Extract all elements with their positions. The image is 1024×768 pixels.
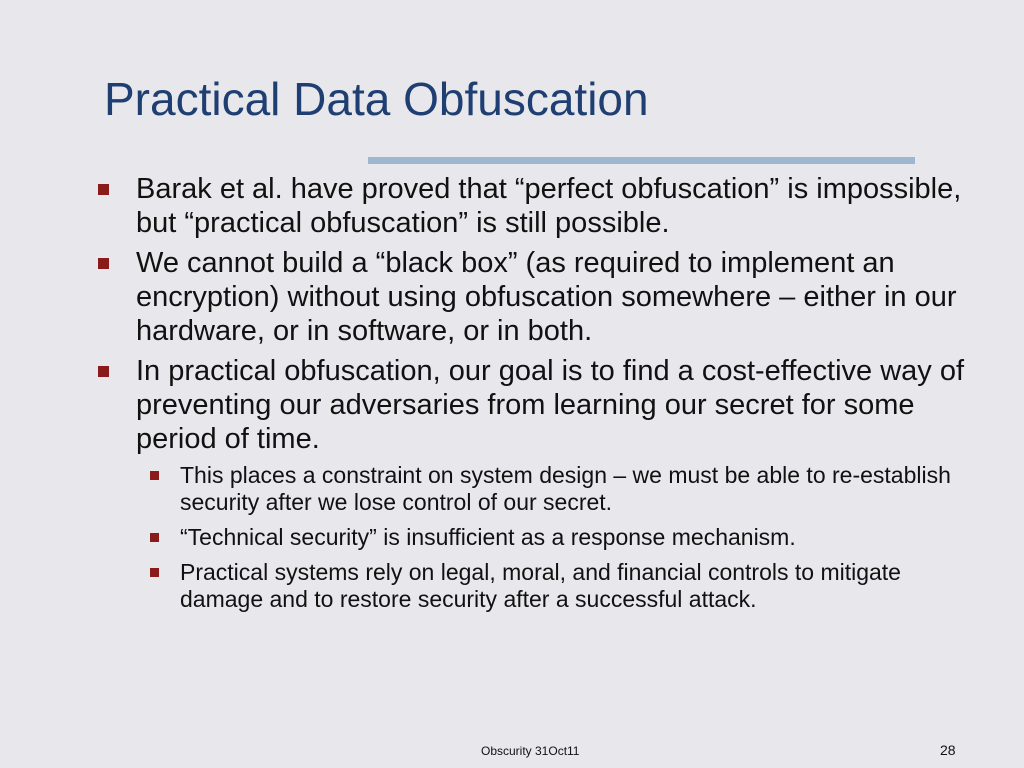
sub-bullet-item bbox=[150, 524, 978, 551]
bullet-item bbox=[98, 246, 978, 348]
square-bullet-icon bbox=[150, 533, 159, 542]
sub-bullet-list bbox=[98, 462, 978, 613]
square-bullet-icon bbox=[98, 258, 109, 269]
bullet-text: Barak et al. have proved that “perfect obfuscation” is impossible, but “practical obfuscation” is still possible. bbox=[136, 173, 962, 239]
sub-bullet-text: This places a constraint on system design – we must be able to re-establish security after we lose control of our secret. bbox=[180, 462, 951, 515]
bullet-item bbox=[98, 172, 978, 240]
page-number: 28 bbox=[940, 742, 956, 758]
square-bullet-icon bbox=[98, 366, 109, 377]
sub-bullet-text: “Technical security” is insufficient as a response mechanism. bbox=[180, 524, 796, 550]
square-bullet-icon bbox=[150, 471, 159, 480]
bullet-item bbox=[98, 354, 978, 456]
sub-bullet-text: Practical systems rely on legal, moral, and financial controls to mitigate damage and to restore security after a successful attack. bbox=[180, 559, 901, 612]
square-bullet-icon bbox=[98, 184, 109, 195]
slide-footer: Obscurity 31Oct11 bbox=[481, 744, 580, 758]
bullet-text: In practical obfuscation, our goal is to find a cost-effective way of preventing our adversaries from learning our secret for some period of time. bbox=[136, 355, 965, 455]
title-underline bbox=[368, 157, 915, 164]
slide-content bbox=[98, 172, 978, 621]
sub-bullet-item bbox=[150, 559, 978, 613]
slide-title: Practical Data Obfuscation bbox=[104, 73, 649, 125]
square-bullet-icon bbox=[150, 568, 159, 577]
bullet-text: We cannot build a “black box” (as required to implement an encryption) without using obfuscation somewhere – either in our hardware, or in software, or in both. bbox=[136, 247, 957, 347]
sub-bullet-item bbox=[150, 462, 978, 516]
